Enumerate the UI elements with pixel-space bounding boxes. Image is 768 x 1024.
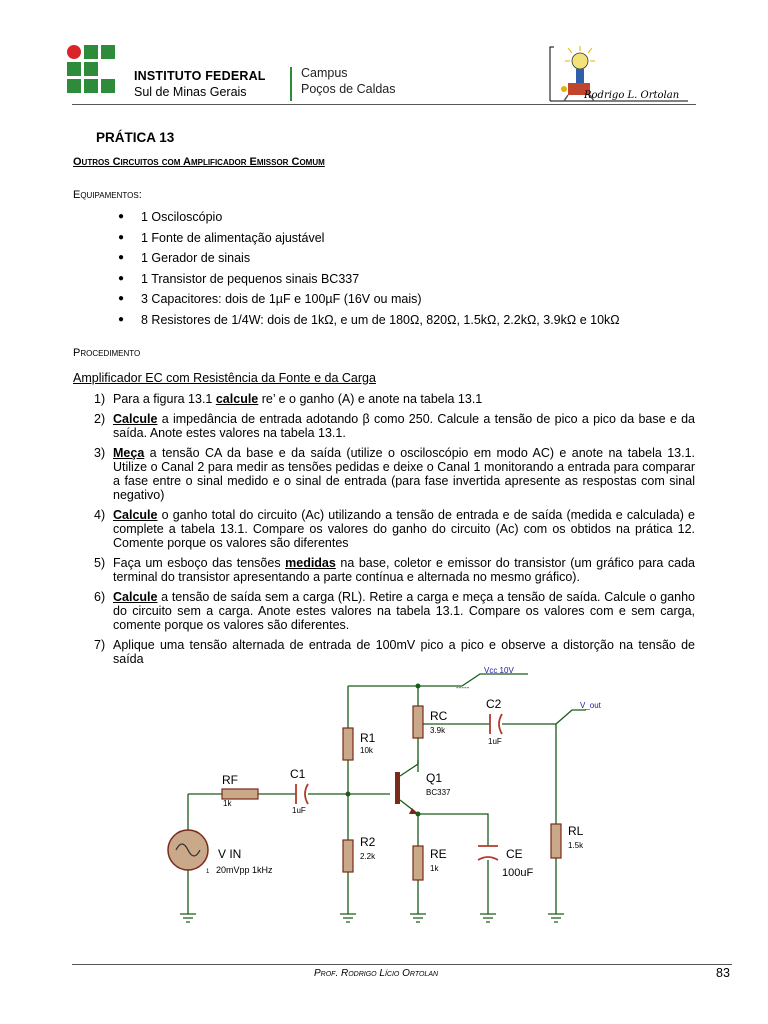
step-item: 6) Calcule a tensão de saída sem a carga (RL). Retire a carga e meça a tensão de saída. Calcule o ganho do circuito sem a carga. Anote estes valores na tabela 13.1. Compare os valores com e sem carga, comente porque os valores são diferentes.	[94, 590, 695, 632]
vin-pin: 1	[206, 869, 210, 875]
rc-value: 3.9k	[430, 726, 446, 735]
c2-name: C2	[486, 697, 502, 711]
ce-name: CE	[506, 847, 523, 861]
list-item: ● 1 Gerador de sinais	[118, 248, 620, 269]
ce-value: 100uF	[502, 867, 534, 879]
procedure-heading: Procedimento	[73, 347, 141, 359]
campus-label: Campus	[301, 66, 348, 80]
institute-name: INSTITUTO FEDERAL	[134, 69, 266, 83]
capacitor-c1-curve	[305, 784, 308, 804]
page-number: 83	[716, 966, 730, 980]
campus-name: Poços de Caldas	[301, 82, 396, 96]
section-title: Amplificador EC com Resistência da Fonte e da Carga	[73, 371, 376, 385]
header-rule	[72, 104, 696, 105]
q1-value: BC337	[426, 788, 451, 797]
step-item: 3) Meça a tensão CA da base e da saída (utilize o osciloscópio em modo AC) e anote na tabela 13.1. Utilize o Canal 2 para medir as tensões pedidas e deixe o Canal 1 monitorando a entrada para comparar a fase entre o sinal medido e o sinal de entrada (para fase invertida apresente as respostas com sinal negativo)	[94, 446, 695, 502]
rf-value: 1k	[223, 799, 232, 808]
step-item: 4) Calcule o ganho total do circuito (Ac) utilizando a tensão de entrada e de saída (medida e calculada) e complete a tabela 13.1. Compare os valores do ganho do circuito (Ac) com os obtidos na prática 12. Comente porque os valores são diferentes	[94, 508, 695, 550]
rl-name: RL	[568, 824, 584, 838]
list-item: ● 8 Resistores de 1/4W: dois de 1kΩ, e um de 180Ω, 820Ω, 1.5kΩ, 2.2kΩ, 3.9kΩ e 10kΩ	[118, 310, 620, 331]
resistor-rl	[551, 824, 561, 858]
step-item: 1) Para a figura 13.1 calcule re’ e o ganho (A) e anote na tabela 13.1	[94, 392, 483, 406]
rl-value: 1.5k	[568, 841, 584, 850]
equipment-list	[118, 207, 620, 331]
c1-name: C1	[290, 767, 306, 781]
header-divider	[290, 67, 292, 101]
resistor-re	[413, 846, 423, 880]
page-title: PRÁTICA 13	[96, 130, 175, 145]
r1-name: R1	[360, 731, 376, 745]
vcc-label: Vcc 10V	[484, 666, 514, 675]
step-item: 5) Faça um esboço das tensões medidas na base, coletor e emissor do transistor (um gráfico para cada terminal do transistor apresentando a parte contínua e alternada no mesmo gráfico).	[94, 556, 696, 584]
resistor-r1	[343, 728, 353, 760]
re-name: RE	[430, 847, 447, 861]
circuit-junctions	[346, 684, 421, 817]
vcc-dashes: -----	[456, 683, 470, 692]
transistor-q1	[395, 772, 418, 814]
r2-value: 2.2k	[360, 852, 376, 861]
list-item: ● 1 Osciloscópio	[118, 207, 620, 228]
re-value: 1k	[430, 864, 439, 873]
vout-label: V_out	[580, 701, 601, 710]
rc-name: RC	[430, 709, 448, 723]
step-item: 2) Calcule a impedância de entrada adotando β como 250. Calcule a tensão de pico a pico da base e da saída. Anote estes valores na tabela 13.1.	[94, 412, 695, 440]
footer-author: Prof. Rodrigo Lício Ortolan	[314, 968, 439, 979]
circuit-labels	[206, 666, 602, 879]
c1-value: 1uF	[292, 806, 306, 815]
capacitor-c2-curve	[499, 714, 502, 734]
author-logo-text: Rodrigo L. Ortolan	[584, 90, 680, 101]
rf-name: RF	[222, 773, 238, 787]
resistor-rf	[222, 789, 258, 799]
r1-value: 10k	[360, 746, 373, 755]
list-item: ● 1 Fonte de alimentação ajustável	[118, 228, 620, 249]
resistor-rc	[413, 706, 423, 738]
list-item: ● 1 Transistor de pequenos sinais BC337	[118, 269, 620, 290]
circuit-schematic	[150, 664, 610, 944]
page-subtitle: Outros Circuitos com Amplificador Emissor Comum	[73, 156, 325, 168]
procedure-steps	[94, 392, 695, 672]
institute-logo	[67, 45, 125, 99]
r2-name: R2	[360, 835, 376, 849]
footer-rule	[72, 964, 732, 965]
vin-name: V IN	[218, 847, 242, 861]
institute-subtitle: Sul de Minas Gerais	[134, 85, 247, 99]
list-item: ● 3 Capacitores: dois de 1µF e 100µF (16V ou mais)	[118, 289, 620, 310]
voltage-source-vin	[168, 830, 208, 870]
ground-symbols	[180, 914, 564, 922]
resistor-r2	[343, 840, 353, 872]
c2-value: 1uF	[488, 737, 502, 746]
q1-name: Q1	[426, 771, 443, 785]
step-item: 7) Aplique uma tensão alternada de entrada de 100mV pico a pico e observe a distorção na tensão de saída	[94, 638, 695, 666]
vin-value: 20mVpp 1kHz	[216, 865, 273, 875]
equipment-heading: Equipamentos:	[73, 189, 142, 201]
capacitor-ce-curve	[478, 857, 498, 860]
